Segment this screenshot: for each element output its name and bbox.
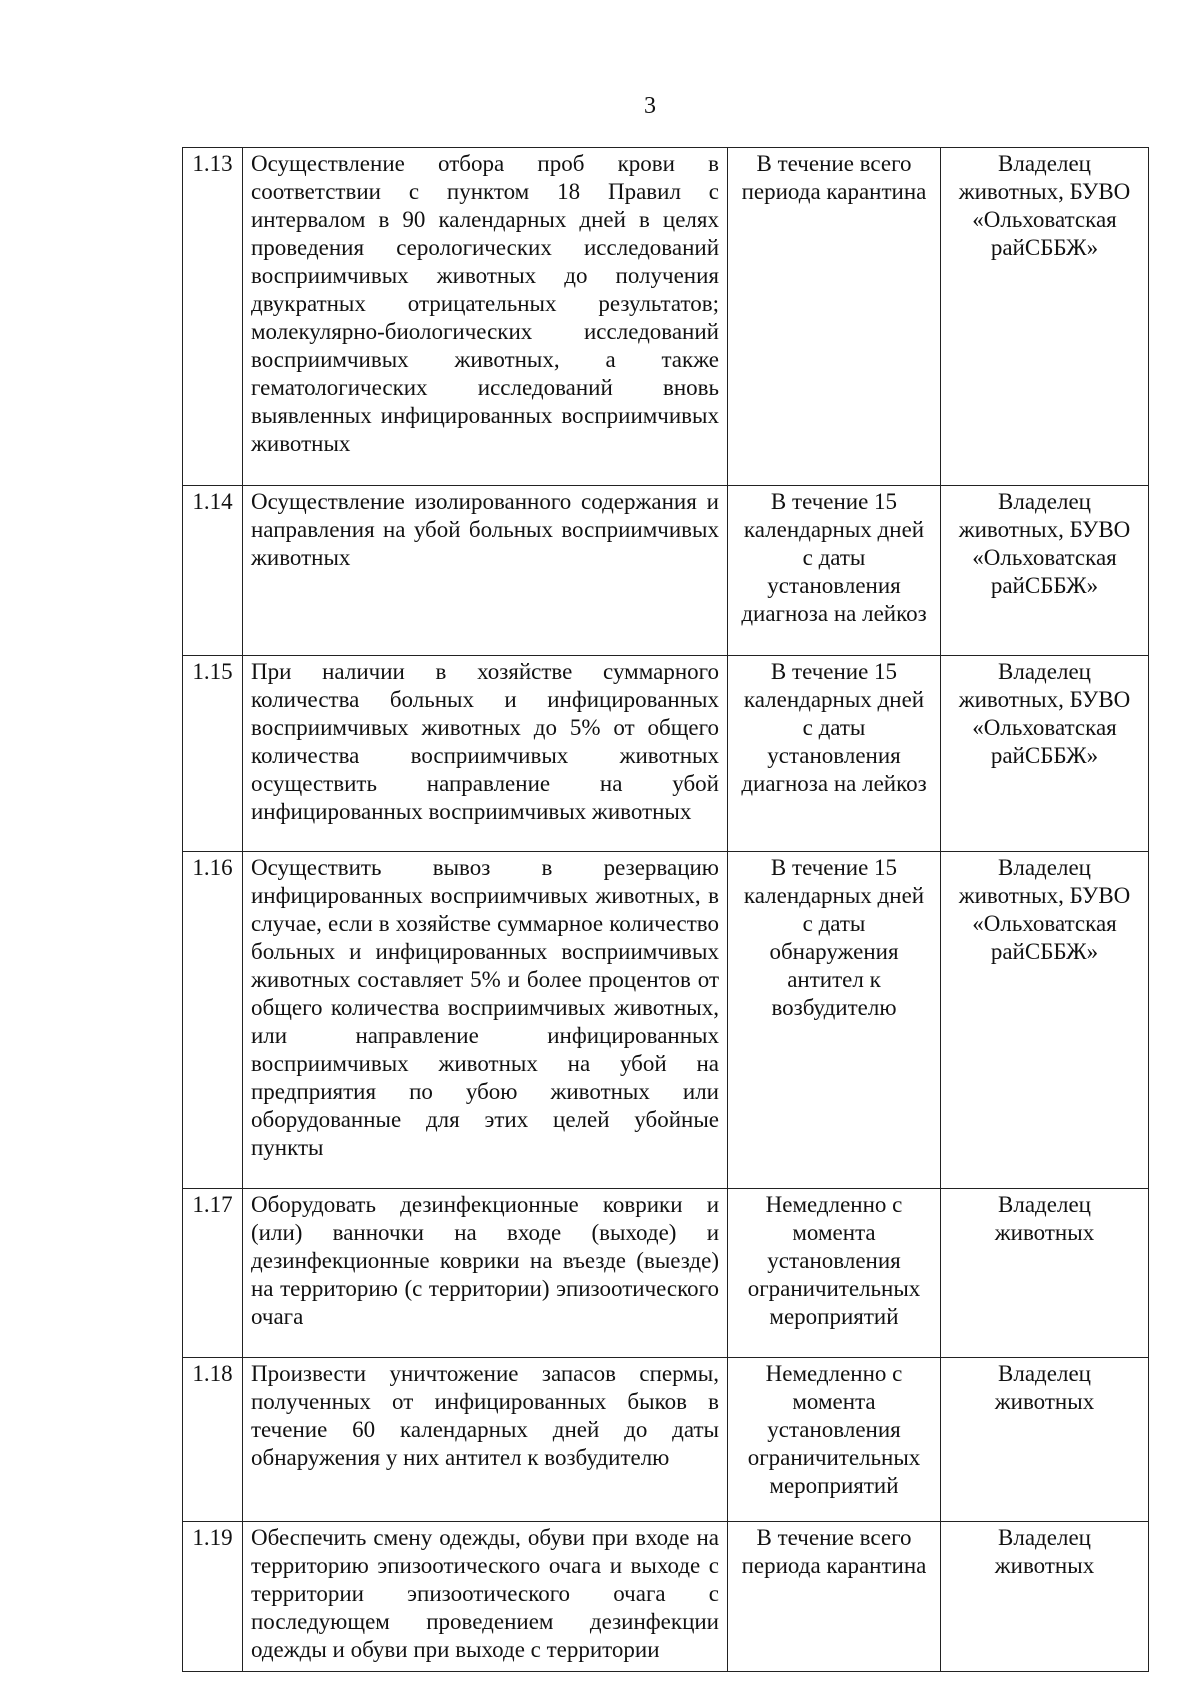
table-row [183, 1358, 1149, 1522]
row-number: 1.17 [183, 1189, 243, 1358]
measure-text: Осуществление отбора проб крови в соответствии с пунктом 18 Правил с интервалом в 90 календарных дней в целях проведения серологических исследований восприимчивых животных до получения двукратных отрицательных результатов; молекулярно-биологических исследований восприимчивых животных, а также гематологических исследований вновь выявленных инфицированных восприимчивых животных [243, 148, 728, 486]
row-number: 1.18 [183, 1358, 243, 1522]
page-number: 3 [644, 93, 656, 119]
measures-table [182, 147, 1149, 1672]
row-number: 1.14 [183, 486, 243, 656]
measure-text: Осуществить вывоз в резервацию инфицированных восприимчивых животных, в случае, если в хозяйстве суммарное количество больных и инфицированных восприимчивых животных составляет 5% и более процентов от общего количества восприимчивых животных, или направление инфицированных восприимчивых животных на убой на предприятия по убою животных или оборудованные для этих целей убойные пункты [243, 852, 728, 1189]
deadline-text: В течение всего периода карантина [728, 148, 941, 486]
responsible-text: Владелец животных, БУВО «Ольховатская райСББЖ» [941, 656, 1149, 852]
responsible-text: Владелец животных, БУВО «Ольховатская райСББЖ» [941, 486, 1149, 656]
deadline-text: В течение 15 календарных дней с даты установления диагноза на лейкоз [728, 486, 941, 656]
responsible-text: Владелец животных [941, 1189, 1149, 1358]
responsible-text: Владелец животных, БУВО «Ольховатская райСББЖ» [941, 148, 1149, 486]
responsible-text: Владелец животных, БУВО «Ольховатская райСББЖ» [941, 852, 1149, 1189]
measure-text: При наличии в хозяйстве суммарного количества больных и инфицированных восприимчивых животных до 5% от общего количества восприимчивых животных осуществить направление на убой инфицированных восприимчивых животных [243, 656, 728, 852]
measure-text: Осуществление изолированного содержания и направления на убой больных восприимчивых животных [243, 486, 728, 656]
deadline-text: В течение 15 календарных дней с даты обнаружения антител к возбудителю [728, 852, 941, 1189]
table-row [183, 1189, 1149, 1358]
deadline-text: В течение 15 календарных дней с даты установления диагноза на лейкоз [728, 656, 941, 852]
table-row [183, 852, 1149, 1189]
measure-text: Обеспечить смену одежды, обуви при входе на территорию эпизоотического очага и выходе с территории эпизоотического очага с последующем проведением дезинфекции одежды и обуви при выходе с территории [243, 1522, 728, 1672]
deadline-text: Немедленно с момента установления ограничительных мероприятий [728, 1189, 941, 1358]
deadline-text: В течение всего периода карантина [728, 1522, 941, 1672]
row-number: 1.16 [183, 852, 243, 1189]
table-row [183, 486, 1149, 656]
responsible-text: Владелец животных [941, 1358, 1149, 1522]
table-row [183, 1522, 1149, 1672]
table-row [183, 656, 1149, 852]
table-row [183, 148, 1149, 486]
measure-text: Оборудовать дезинфекционные коврики и (или) ванночки на входе (выходе) и дезинфекционные коврики на въезде (выезде) на территорию (с территории) эпизоотического очага [243, 1189, 728, 1358]
deadline-text: Немедленно с момента установления ограничительных мероприятий [728, 1358, 941, 1522]
measure-text: Произвести уничтожение запасов спермы, полученных от инфицированных быков в течение 60 календарных дней до даты обнаружения у них антител к возбудителю [243, 1358, 728, 1522]
row-number: 1.19 [183, 1522, 243, 1672]
row-number: 1.13 [183, 148, 243, 486]
row-number: 1.15 [183, 656, 243, 852]
responsible-text: Владелец животных [941, 1522, 1149, 1672]
